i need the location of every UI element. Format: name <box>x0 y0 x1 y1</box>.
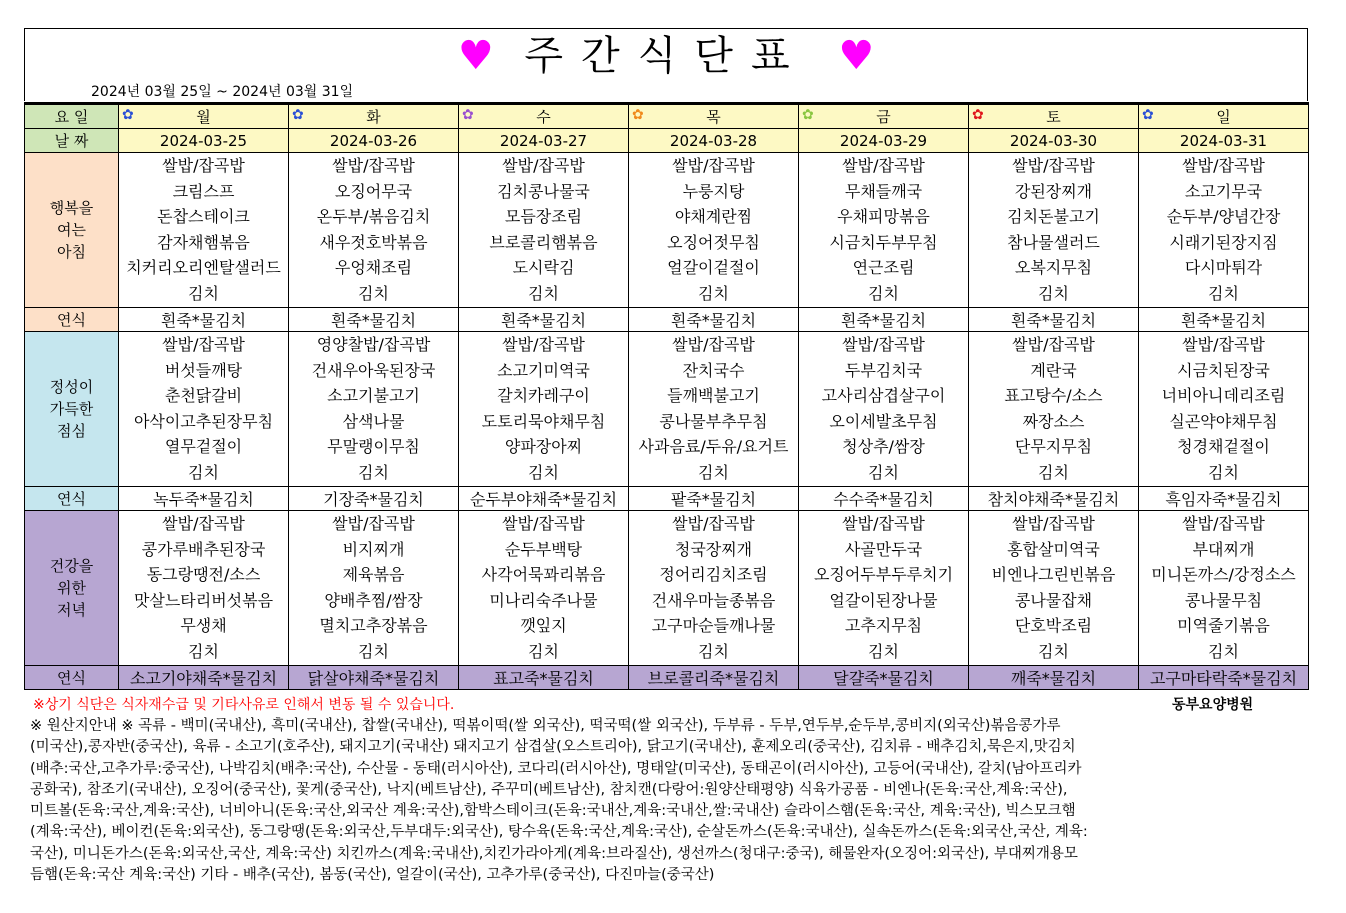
menu-item: 감자채햄볶음 <box>157 232 250 252</box>
snack-row <box>25 666 1309 690</box>
meal-cell <box>969 511 1139 666</box>
menu-item: 김치 <box>528 283 559 303</box>
date-cell: 2024-03-26 <box>289 129 459 153</box>
day-header <box>289 104 459 129</box>
menu-item: 순두부백탕 <box>504 539 583 559</box>
day-name: 월 <box>196 108 211 126</box>
menu-sheet <box>24 28 1308 688</box>
menu-item: 청국장찌개 <box>674 539 753 559</box>
meal-cell <box>799 332 969 487</box>
snack-cell: 흰죽*물김치 <box>1139 308 1309 332</box>
snack-label: 연식 <box>25 308 119 332</box>
day-name: 화 <box>366 108 381 126</box>
menu-item: 단호박조림 <box>1014 616 1093 635</box>
snack-cell: 소고기야채죽*물김치 <box>119 666 289 690</box>
snack-cell: 수수죽*물김치 <box>799 487 969 511</box>
snack-cell: 흰죽*물김치 <box>629 308 799 332</box>
menu-item: 쌀밥/잡곡밥 <box>502 156 585 175</box>
menu-item: 삼색나물 <box>342 411 405 431</box>
snack-cell: 순두부야채죽*물김치 <box>459 487 629 511</box>
menu-item: 김치 <box>698 462 729 482</box>
meal-row <box>25 511 1309 666</box>
hospital-name: 동부요양병원 <box>1172 697 1254 713</box>
meal-label: 건강을 위한 저녁 <box>25 511 119 666</box>
menu-item: 무채들깨국 <box>844 181 923 201</box>
menu-item: 청경채겉절이 <box>1177 437 1270 456</box>
menu-item: 쌀밥/잡곡밥 <box>162 156 245 175</box>
snack-cell: 흑임자죽*물김치 <box>1139 487 1309 511</box>
menu-item: 쌀밥/잡곡밥 <box>842 156 925 175</box>
menu-item: 쌀밥/잡곡밥 <box>1012 514 1095 533</box>
menu-item: 김치 <box>868 641 899 661</box>
meal-cell <box>969 332 1139 487</box>
meal-cell <box>289 332 459 487</box>
menu-item: 순두부/양념간장 <box>1166 207 1281 226</box>
menu-item: 쌀밥/잡곡밥 <box>1182 514 1265 533</box>
menu-item: 김치 <box>1038 283 1069 303</box>
menu-item: 아삭이고추된장무침 <box>133 411 274 431</box>
menu-item: 너비아니데리조림 <box>1161 386 1286 405</box>
day-name: 일 <box>1216 108 1231 126</box>
menu-item: 돈찹스테이크 <box>157 207 250 226</box>
date-cell: 2024-03-27 <box>459 129 629 153</box>
weekly-menu-table <box>24 102 1309 690</box>
menu-item: 사각어묵꽈리볶음 <box>481 565 606 584</box>
meal-cell <box>119 332 289 487</box>
day-name: 수 <box>536 108 551 126</box>
title-box <box>24 28 1308 101</box>
snack-cell: 팥죽*물김치 <box>629 487 799 511</box>
menu-item: 쌀밥/잡곡밥 <box>1012 335 1095 354</box>
menu-item: 무말랭이무침 <box>327 437 420 456</box>
menu-item: 소고기불고기 <box>327 386 420 405</box>
snack-cell: 표고죽*물김치 <box>459 666 629 690</box>
menu-item: 춘천닭갈비 <box>164 386 243 405</box>
menu-item: 쌀밥/잡곡밥 <box>1182 156 1265 175</box>
menu-item: 고추지무침 <box>844 616 923 635</box>
menu-item: 콩나물잡채 <box>1014 590 1093 610</box>
flower-icon: ✿ <box>1142 107 1154 123</box>
meal-label: 정성이 가득한 점심 <box>25 332 119 487</box>
menu-item: 미나리숙주나물 <box>489 590 598 610</box>
menu-item: 비엔나그린빈볶음 <box>991 565 1116 584</box>
menu-item: 계란국 <box>1030 360 1077 380</box>
menu-item: 김치 <box>188 641 219 661</box>
meal-label: 행복을 여는 아침 <box>25 153 119 308</box>
menu-item: 김치 <box>528 462 559 482</box>
flower-icon: ✿ <box>972 107 984 123</box>
meal-cell <box>1139 511 1309 666</box>
date-cell: 2024-03-30 <box>969 129 1139 153</box>
snack-row <box>25 308 1309 332</box>
snack-cell: 흰죽*물김치 <box>969 308 1139 332</box>
menu-item: 잔치국수 <box>682 360 745 380</box>
menu-item: 치커리오리엔탈샐러드 <box>126 258 281 277</box>
snack-row <box>25 487 1309 511</box>
menu-item: 모듬장조림 <box>504 207 583 226</box>
menu-item: 쌀밥/잡곡밥 <box>1012 156 1095 175</box>
day-name: 금 <box>876 108 891 126</box>
menu-item: 콩나물부추무침 <box>659 411 768 431</box>
menu-item: 오징어두부두루치기 <box>813 565 954 584</box>
menu-item: 버섯들깨탕 <box>164 360 243 380</box>
menu-item: 도토리묵야채무침 <box>481 411 606 431</box>
menu-item: 동그랑땡전/소스 <box>146 565 261 584</box>
meal-cell <box>459 153 629 308</box>
menu-item: 건새우마늘종볶음 <box>651 590 776 610</box>
day-name: 목 <box>706 108 721 126</box>
menu-item: 맛살느타리버섯볶음 <box>133 590 274 610</box>
menu-item: 김치 <box>188 283 219 303</box>
menu-item: 열무겉절이 <box>164 437 243 456</box>
meal-cell <box>119 153 289 308</box>
menu-item: 김치 <box>698 641 729 661</box>
meal-cell <box>799 153 969 308</box>
menu-item: 김치 <box>1038 462 1069 482</box>
day-header <box>1139 104 1309 129</box>
title-text: 주간식단표 <box>524 33 808 79</box>
menu-item: 깻잎지 <box>520 616 567 635</box>
menu-item: 고구마순들깨나물 <box>651 616 776 635</box>
snack-cell: 브로콜리죽*물김치 <box>629 666 799 690</box>
menu-item: 새우젓호박볶음 <box>319 232 428 252</box>
menu-item: 김치콩나물국 <box>497 181 590 201</box>
menu-item: 부대찌개 <box>1192 539 1255 559</box>
heart-icon: ♥ <box>838 33 875 79</box>
menu-item: 미역줄기볶음 <box>1177 616 1270 635</box>
menu-item: 김치 <box>528 641 559 661</box>
meal-cell <box>1139 153 1309 308</box>
date-cell: 2024-03-25 <box>119 129 289 153</box>
meal-cell <box>459 511 629 666</box>
menu-item: 쌀밥/잡곡밥 <box>842 335 925 354</box>
menu-item: 김치 <box>868 283 899 303</box>
menu-item: 크림스프 <box>172 181 235 201</box>
heart-icon: ♥ <box>457 33 494 79</box>
snack-cell: 달걀죽*물김치 <box>799 666 969 690</box>
menu-item: 비지찌개 <box>342 539 405 559</box>
menu-item: 미니돈까스/강정소스 <box>1151 565 1296 584</box>
flower-icon: ✿ <box>632 107 644 123</box>
menu-item: 도시락김 <box>512 258 575 277</box>
menu-item: 오징어젓무침 <box>667 232 760 252</box>
menu-item: 정어리김치조림 <box>659 565 768 584</box>
menu-item: 우채피망볶음 <box>837 207 930 226</box>
date-cell: 2024-03-31 <box>1139 129 1309 153</box>
menu-item: 멸치고추장볶음 <box>319 616 428 635</box>
menu-item: 김치 <box>698 283 729 303</box>
snack-label: 연식 <box>25 666 119 690</box>
menu-item: 오징어무국 <box>334 181 413 201</box>
menu-item: 강된장찌개 <box>1014 181 1093 201</box>
menu-item: 제육볶음 <box>342 565 405 584</box>
flower-icon: ✿ <box>802 107 814 123</box>
page-title <box>25 31 1307 81</box>
day-header <box>629 104 799 129</box>
menu-item: 온두부/볶음김치 <box>316 207 431 226</box>
meal-cell <box>119 511 289 666</box>
day-header <box>119 104 289 129</box>
meal-cell <box>459 332 629 487</box>
menu-item: 들깨백불고기 <box>667 386 760 405</box>
day-label: 요 일 <box>25 104 119 129</box>
menu-item: 건새우아욱된장국 <box>311 360 436 380</box>
menu-item: 소고기무국 <box>1184 181 1263 201</box>
date-label: 날 짜 <box>25 129 119 153</box>
menu-item: 짜장소스 <box>1022 411 1085 431</box>
menu-item: 콩나물무침 <box>1184 590 1263 610</box>
flower-icon: ✿ <box>462 107 474 123</box>
menu-item: 우엉채조림 <box>334 258 413 277</box>
menu-item: 두부김치국 <box>844 360 923 380</box>
menu-item: 연근조림 <box>852 258 915 277</box>
menu-item: 다시마튀각 <box>1184 258 1263 277</box>
menu-item: 양배추찜/쌈장 <box>324 590 423 610</box>
menu-item: 쌀밥/잡곡밥 <box>502 335 585 354</box>
menu-item: 김치 <box>1038 641 1069 661</box>
day-row <box>25 104 1309 129</box>
day-header <box>969 104 1139 129</box>
day-header <box>459 104 629 129</box>
menu-item: 쌀밥/잡곡밥 <box>672 335 755 354</box>
meal-cell <box>289 153 459 308</box>
menu-item: 쌀밥/잡곡밥 <box>162 514 245 533</box>
menu-item: 김치 <box>358 641 389 661</box>
menu-item: 쌀밥/잡곡밥 <box>332 514 415 533</box>
date-row <box>25 129 1309 153</box>
snack-cell: 고구마타락죽*물김치 <box>1139 666 1309 690</box>
menu-item: 실곤약야채무침 <box>1169 411 1278 431</box>
menu-item: 김치 <box>868 462 899 482</box>
menu-item: 시금치두부무침 <box>829 232 938 252</box>
menu-item: 김치돈불고기 <box>1007 207 1100 226</box>
menu-item: 쌀밥/잡곡밥 <box>672 514 755 533</box>
menu-item: 사과음료/두유/요거트 <box>638 437 789 456</box>
meal-row <box>25 153 1309 308</box>
meal-cell <box>969 153 1139 308</box>
menu-item: 영양찰밥/잡곡밥 <box>316 335 431 354</box>
menu-item: 얼갈이된장나물 <box>829 590 938 610</box>
menu-item: 쌀밥/잡곡밥 <box>162 335 245 354</box>
menu-item: 오이세발초무침 <box>829 411 938 431</box>
snack-cell: 깨죽*물김치 <box>969 666 1139 690</box>
menu-change-notice: ※상기 식단은 식자재수급 및 기타사유로 인해서 변동 될 수 있습니다. <box>33 697 455 713</box>
menu-item: 양파장아찌 <box>504 437 583 456</box>
meal-cell <box>629 153 799 308</box>
menu-item: 홍합살미역국 <box>1007 539 1100 559</box>
menu-item: 사골만두국 <box>844 539 923 559</box>
snack-cell: 녹두죽*물김치 <box>119 487 289 511</box>
meal-cell <box>1139 332 1309 487</box>
date-cell: 2024-03-28 <box>629 129 799 153</box>
snack-cell: 흰죽*물김치 <box>459 308 629 332</box>
menu-item: 김치 <box>358 462 389 482</box>
menu-item: 브로콜리햄볶음 <box>489 232 598 252</box>
menu-item: 시래기된장지짐 <box>1169 232 1278 252</box>
snack-cell: 흰죽*물김치 <box>799 308 969 332</box>
menu-item: 단무지무침 <box>1014 437 1093 456</box>
menu-item: 누룽지탕 <box>682 181 745 201</box>
snack-cell: 기장죽*물김치 <box>289 487 459 511</box>
meal-cell <box>799 511 969 666</box>
menu-item: 얼갈이겉절이 <box>667 258 760 277</box>
origin-info: ※ 원산지안내 ※ 곡류 - 백미(국내산), 흑미(국내산), 찹쌀(국내산), 떡볶이떡(쌀 외국산), 떡국떡(쌀 외국산), 두부류 - 두부,연두부,순두부,콩비지(외국산)볶음콩가루 (미국산),콩자반(중국산), 육류 - 소고기(호주산), 돼지고기(국내산) 돼지고기 삼겹살(오스트리아), 닭고기(국내산), 훈제오리(중국산), 김치류 - 배추김치,묵은지,맛김치 (배추:국산,고추가루:중국산), 나박김치(배추:국산), 수산물 - 동태(러시아산), 코다리(러시아산), 명태알(미국산), 동태곤이(러시아산), 고등어(국내산), 갈치(남아프리카 공화국), 참조기(국내산), 오징어(중국산), 꽃게(중국산), 낙지(베트남산), 주꾸미(베트남산), 참치캔(다랑어:원양산태평양) 식육가공품 - 비엔나(돈육:국산,계육:국산), 미트볼(돈육:국산,계육:국산), 너비아니(돈육:국산,외국산 계육:국산),함박스테이크(돈육:국내산,계육:국내산,쌀:국내산) 슬라이스햄(돈육:국산, 계육:국산), 빅스모크햄 (계육:국산), 베이컨(돈육:외국산), 동그랑땡(돈육:외국산,두부대두:외국산), 탕수육(돈육:국산,계육:국산), 순살돈까스(돈육:국내산), 실속돈까스(돈육:외국산,국산, 계육: 국산), 미니돈가스(돈육:외국산,국산, 계육:국산) 치킨까스(계육:국내산),치킨가라아게(계육:브라질산), 생선까스(청대구:중국), 해물완자(오징어:외국산), 부대찌개용모 듬햄(돈육:국산 계육:국산) 기타 - 배추(국산), 봄동(국산), 얼갈이(국산), 고추가루(중국산), 다진마늘(중국산) <box>30 718 1088 884</box>
meal-cell <box>629 332 799 487</box>
menu-item: 표고탕수/소스 <box>1004 386 1103 405</box>
menu-item: 쌀밥/잡곡밥 <box>332 156 415 175</box>
day-header <box>799 104 969 129</box>
menu-item: 김치 <box>1208 283 1239 303</box>
flower-icon: ✿ <box>292 107 304 123</box>
menu-item: 쌀밥/잡곡밥 <box>842 514 925 533</box>
menu-item: 야채계란찜 <box>674 207 753 226</box>
menu-item: 김치 <box>1208 641 1239 661</box>
day-name: 토 <box>1046 108 1061 126</box>
snack-label: 연식 <box>25 487 119 511</box>
date-cell: 2024-03-29 <box>799 129 969 153</box>
menu-item: 콩가루배추된장국 <box>141 539 266 559</box>
snack-cell: 흰죽*물김치 <box>119 308 289 332</box>
menu-item: 김치 <box>358 283 389 303</box>
snack-cell: 흰죽*물김치 <box>289 308 459 332</box>
meal-cell <box>289 511 459 666</box>
menu-item: 소고기미역국 <box>497 360 590 380</box>
menu-item: 오복지무침 <box>1014 258 1093 277</box>
menu-item: 김치 <box>188 462 219 482</box>
meal-cell <box>629 511 799 666</box>
snack-cell: 닭살야채죽*물김치 <box>289 666 459 690</box>
menu-item: 시금치된장국 <box>1177 360 1270 380</box>
menu-item: 청상추/쌈장 <box>842 437 925 456</box>
menu-item: 고사리삼겹살구이 <box>821 386 946 405</box>
date-range: 2024년 03월 25일 ~ 2024년 03월 31일 <box>91 84 354 100</box>
meal-row <box>25 332 1309 487</box>
snack-cell: 참치야채죽*물김치 <box>969 487 1139 511</box>
menu-item: 김치 <box>1208 462 1239 482</box>
menu-item: 쌀밥/잡곡밥 <box>672 156 755 175</box>
menu-item: 참나물샐러드 <box>1007 232 1100 252</box>
menu-item: 무생채 <box>180 616 227 635</box>
flower-icon: ✿ <box>122 107 134 123</box>
menu-item: 쌀밥/잡곡밥 <box>1182 335 1265 354</box>
menu-item: 쌀밥/잡곡밥 <box>502 514 585 533</box>
menu-item: 갈치카레구이 <box>497 386 590 405</box>
